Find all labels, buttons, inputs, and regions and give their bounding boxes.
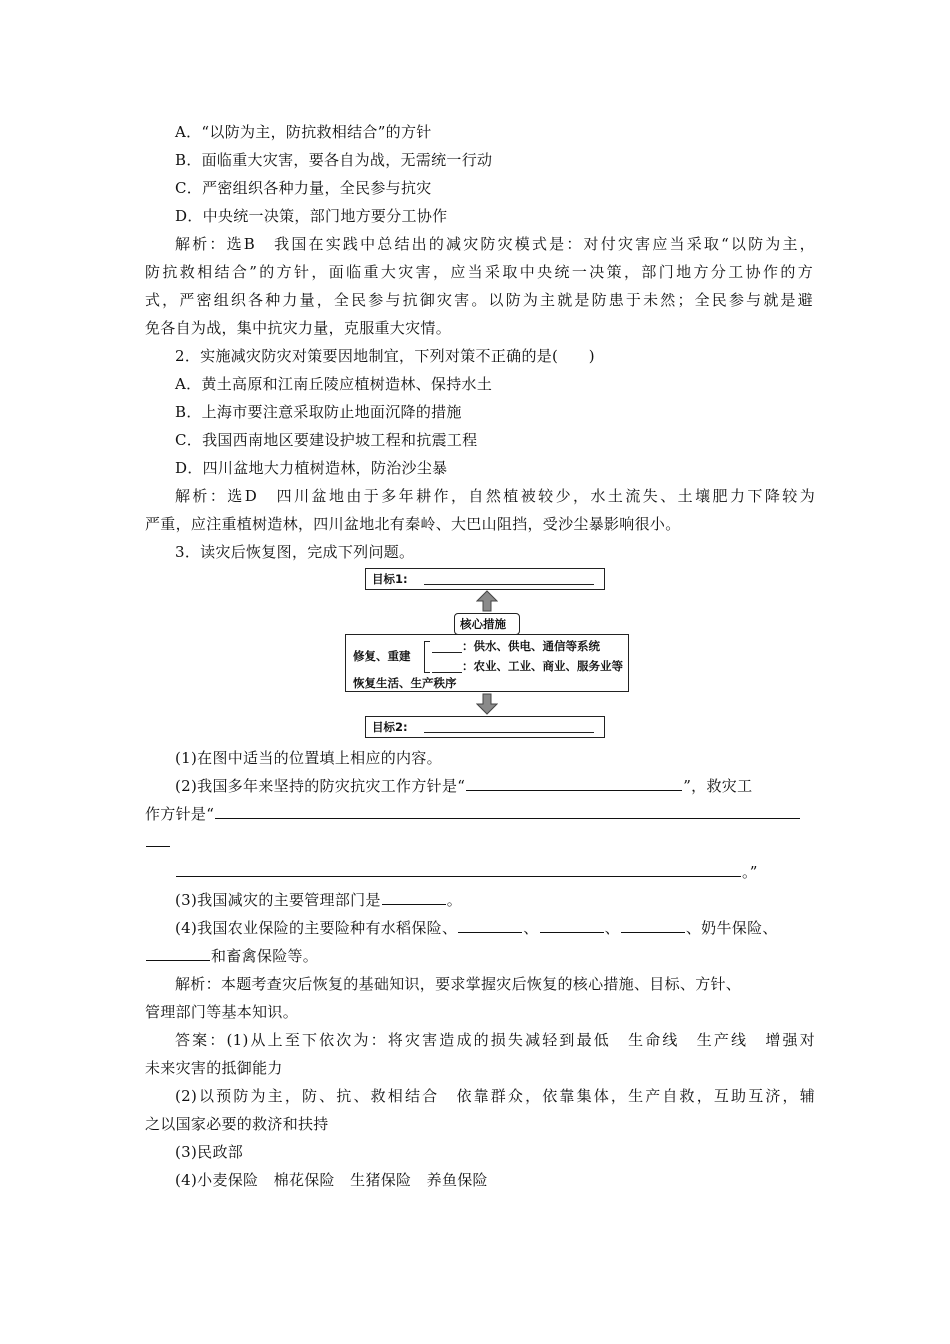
q1-analysis-line: 式，严密组织各种力量，全民参与抗御灾害。以防为主就是防患于未然；全民参与就是避 (145, 291, 813, 309)
measures-box (345, 634, 629, 692)
answer-blank (176, 859, 741, 877)
goal1-box (365, 568, 605, 590)
bracket (424, 641, 430, 673)
up-arrow-icon (476, 590, 498, 612)
answer-blank (466, 773, 682, 791)
q3-sub1: (1)在图中适当的位置填上相应的内容。 (175, 749, 442, 767)
q3-answer-line: (2)以预防为主，防、抗、救相结合 依靠群众，依靠集体，生产自救，互助互济，辅 (175, 1087, 815, 1105)
item1-blank (432, 652, 462, 653)
q1-analysis-line: 解析：选B 我国在实践中总结出的减灾防灾模式是：对付灾害应当采取“以防为主， (175, 235, 815, 253)
item2-label: ：农业、工业、商业、服务业等 (462, 659, 623, 673)
q3-sub4: 和畜禽保险等。 (145, 942, 813, 970)
q3-answer-line: 之以国家必要的救济和扶持 (145, 1115, 329, 1133)
q2-option-b: B．上海市要注意采取防止地面沉降的措施 (175, 403, 462, 421)
goal2-box (365, 716, 605, 738)
q3-analysis-line: 管理部门等基本知识。 (145, 1003, 299, 1021)
answer-blank (382, 887, 446, 905)
goal1-blank (424, 584, 594, 585)
answer-blank (215, 801, 800, 819)
repair-label: 修复、重建 (353, 649, 411, 663)
q1-option-d: D．中央统一决策，部门地方要分工协作 (175, 207, 448, 225)
q3-sub2-line: (2)我国多年来坚持的防灾抗灾工作方针是“ ”，救灾工 (175, 772, 815, 800)
q1-option-a: A．“以防为主，防抗救相结合”的方针 (175, 123, 432, 141)
q1-analysis-line: 防抗救相结合”的方针，面临重大灾害，应当采取中央统一决策，部门地方分工协作的方 (145, 263, 813, 281)
q3-sub4: (4)我国农业保险的主要险种有水稻保险、 、 、 、奶牛保险、 (175, 914, 815, 942)
q1-analysis-line: 免各自为战，集中抗灾力量，克服重大灾情。 (145, 319, 452, 337)
item2-blank (432, 672, 462, 673)
q2-analysis-line: 严重，应注重植树造林，四川盆地北有秦岭、大巴山阻挡，受沙尘暴影响很小。 (145, 515, 681, 533)
q3-answer-line: (3)民政部 (175, 1143, 244, 1161)
q3-sub2-line (145, 828, 813, 856)
q3-sub2-line: 。” (175, 858, 815, 886)
q2-option-d: D．四川盆地大力植树造林，防治沙尘暴 (175, 459, 448, 477)
q3-sub3: (3)我国减灾的主要管理部门是 。 (175, 886, 815, 914)
q3-answer-line: 未来灾害的抵御能力 (145, 1059, 283, 1077)
restore-label: 恢复生活、生产秩序 (353, 676, 457, 690)
q2-stem: 2．实施减灾防灾对策要因地制宜，下列对策不正确的是( ) (175, 347, 595, 365)
goal2-blank (424, 732, 594, 733)
q2-option-a: A．黄土高原和江南丘陵应植树造林、保持水土 (175, 375, 493, 393)
recovery-diagram (328, 568, 628, 743)
item1-label: ：供水、供电、通信等系统 (462, 639, 600, 653)
q2-option-c: C．我国西南地区要建设护坡工程和抗震工程 (175, 431, 478, 449)
q1-option-c: C．严密组织各种力量，全民参与抗灾 (175, 179, 432, 197)
goal2-label: 目标2: (372, 720, 408, 734)
q1-option-b: B．面临重大灾害，要各自为战，无需统一行动 (175, 151, 493, 169)
q3-sub2-line: 作方针是“ (145, 800, 813, 828)
answer-blank (621, 915, 685, 933)
answer-blank (540, 915, 604, 933)
goal1-label: 目标1: (372, 572, 408, 586)
q3-stem: 3．读灾后恢复图，完成下列问题。 (175, 543, 415, 561)
q3-analysis-line: 解析：本题考查灾后恢复的基础知识，要求掌握灾后恢复的核心措施、目标、方针、 (175, 975, 742, 993)
q3-answer-line: 答案：(1)从上至下依次为：将灾害造成的损失减轻到最低 生命线 生产线 增强对 (175, 1031, 815, 1049)
answer-blank (458, 915, 522, 933)
down-arrow-icon (476, 693, 498, 715)
answer-blank (146, 829, 170, 847)
q3-answer-line: (4)小麦保险 棉花保险 生猪保险 养鱼保险 (175, 1171, 488, 1189)
q2-analysis-line: 解析：选D 四川盆地由于多年耕作，自然植被较少，水土流失、土壤肥力下降较为 (175, 487, 815, 505)
core-measures-box (454, 613, 520, 635)
core-measures-label: 核心措施 (460, 617, 506, 631)
answer-blank (146, 943, 210, 961)
